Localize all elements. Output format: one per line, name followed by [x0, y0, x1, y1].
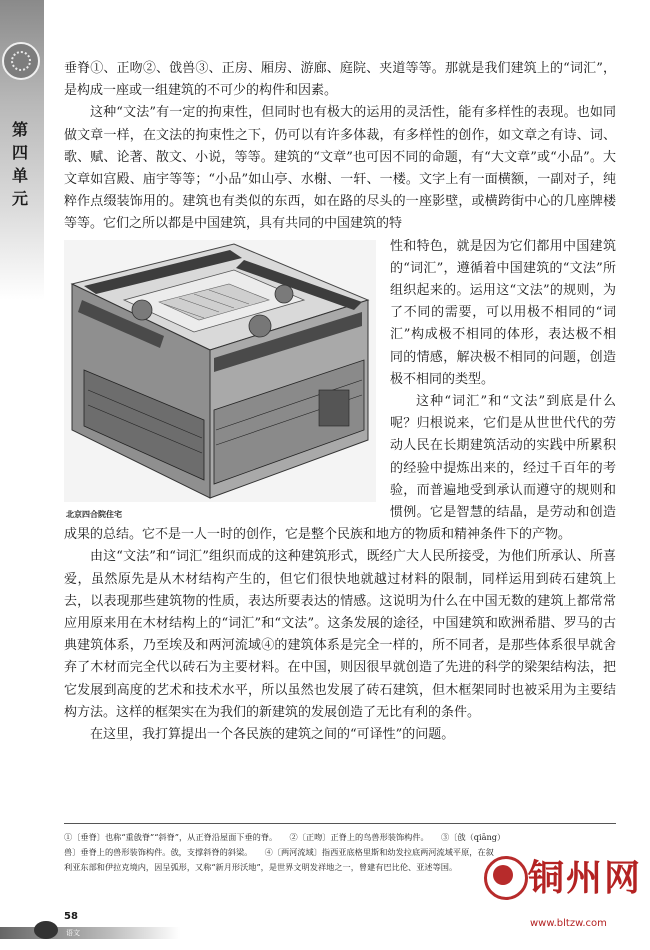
- figure-caption: 北京四合院住宅: [66, 509, 122, 519]
- paragraph: 在这里，我打算提出一个各民族的建筑之间的“可译性”的问题。: [90, 727, 455, 743]
- paragraph: 这种“文法”有一定的拘束性，但同时也有极大的运用的灵活性，能有多样性的表现。也如同做文章一样，在文法的拘束性之下，仍可以有许多体裁，有多样性的创作，如文章之有诗、词、歌、赋、论著、散文、小说，等等。建筑的“文章”也可因不同的命题，有“大文章”或“小品”。大文章如宫殿、庙宇等等；“小品”如山亭、水榭、一轩、一楼。文字上有一面横额，一副对子，纯粹作点缀装饰用的。建筑也有类似的东西，如在路的尽头的一座影壁，或横跨街中心的几座牌楼等等。它们之所以都是中国建筑，具有共同的中国建筑的特: [64, 105, 616, 232]
- unit-char: 单: [11, 166, 28, 185]
- page-number: 58: [64, 911, 78, 922]
- page-subject: 语文: [66, 929, 80, 937]
- unit-char: 元: [11, 189, 28, 208]
- paragraph: 这种“词汇”和“文法”到底是什么呢？归根说来，它们是从世世代代的劳动人民在长期建筑活动的实践中所累积的经验中提炼出来的，经过千百年的考验，而普遍地受到承认而遵守的规则和惯例。它是智慧的结晶，是劳动和创造成果的总结。它不是一人一时的创作，它是整个民族和地方的物质和精神条件下的产物。: [64, 394, 616, 543]
- unit-label: [6, 118, 34, 210]
- article-body: [64, 58, 616, 746]
- unit-sidebar: [0, 0, 44, 300]
- paragraph: 垂脊①、正吻②、戗兽③、正房、厢房、游廊、庭院、夹道等等。那就是我们建筑上的“词汇”，是构成一座或一组建筑的不可少的构件和因素。: [64, 61, 616, 99]
- courtyard-figure: [64, 240, 376, 518]
- watermark-logo-icon: [484, 856, 528, 900]
- paragraph: 性和特色，就是因为它们都用中国建筑的“词汇”，遵循着中国建筑的“文法”所组织起来的。运用这“文法”的规则，为了不同的需要，可以用极不相同的“词汇”构成极不相同的体形，表达极不相同的情感，解决极不相同的问题，创造极不相同的类型。: [390, 238, 616, 387]
- site-watermark: [484, 846, 643, 946]
- footnote-line: 兽〕垂脊上的兽形装饰构件。戗，支撑斜脊的斜梁。 ④〔两河流域〕指西亚底格里斯和幼发拉底两河流域平原，在叙: [64, 847, 494, 857]
- footer-bar: [0, 927, 180, 939]
- footnote-line: 利亚东部和伊拉克境内，因呈弧形，又称“新月形沃地”，是世界文明发祥地之一，曾建有巴比伦、亚述等国。: [64, 862, 458, 872]
- watermark-name: 铜州网: [528, 857, 643, 899]
- footnote-line: ①〔垂脊〕也称“重戗脊”“斜脊”，从正脊沿屋面下垂的脊。 ②〔正吻〕正脊上的鸟兽形装饰构件。 ③〔戗（qiāng）: [64, 832, 506, 842]
- unit-char: 第: [11, 120, 28, 139]
- siheyuan-illustration: [64, 240, 376, 502]
- unit-seal-icon: [2, 42, 40, 80]
- watermark-url: www.bltzw.com: [530, 918, 607, 929]
- paragraph: 由这“文法”和“词汇”组织而成的这种建筑形式，既经广大人民所接受，为他们所承认、所喜爱，虽然原先是从木材结构产生的，但它们很快地就越过材料的限制，同样运用到砖石建筑上去，以表现那些建筑物的性质，表达所要表达的情感。这说明为什么在中国无数的建筑上都常常应用原来用在木材结构上的“词汇”和“文法”。这条发展的途径，中国建筑和欧洲希腊、罗马的古典建筑体系，乃至埃及和两河流域④的建筑体系是完全一样的，所不同者，是那些体系很早就舍弃了木材而完全代以砖石为主要材料。在中国，则因很早就创造了先进的科学的梁架结构法，把它发展到高度的艺术和技术水平，所以虽然也发展了砖石建筑，但木框架同时也被采用为主要结构方法。这样的框架实在为我们的新建筑的发展创造了无比有利的条件。: [64, 549, 616, 720]
- footer-dot-icon: [34, 921, 58, 939]
- unit-char: 四: [11, 143, 28, 162]
